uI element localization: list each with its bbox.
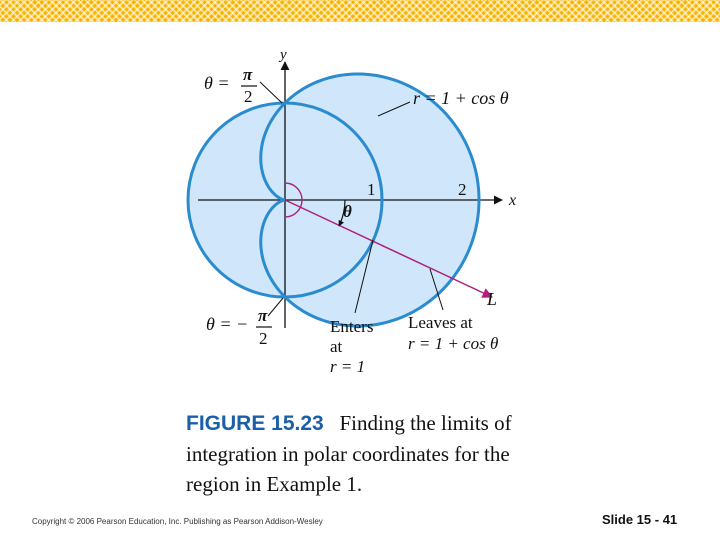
x-axis-label: x — [509, 192, 517, 209]
y-axis-label: y — [280, 47, 287, 63]
figure-caption — [186, 408, 566, 499]
theta-bottom-numerator: π — [258, 306, 268, 325]
cardioid-equation-label: r = 1 + cos θ — [413, 88, 509, 108]
theta-bottom-denominator: 2 — [259, 329, 268, 348]
theta-bottom-lhs: θ = − — [206, 314, 249, 334]
caption-text: Finding the limits of integration in polar coordinates for the region in Example 1. — [186, 411, 512, 496]
copyright-notice: Copyright © 2006 Pearson Education, Inc. Publishing as Pearson Addison-Wesley — [32, 517, 323, 526]
enters-label-line-3: r = 1 — [330, 357, 366, 376]
slide-number: Slide 15 - 41 — [602, 512, 678, 527]
theta-top-numerator: π — [243, 65, 253, 84]
theta-bottom-leader — [268, 298, 283, 316]
tick-label-2: 2 — [458, 180, 467, 199]
leaves-label-line-1: Leaves at — [408, 313, 473, 332]
theta-top-leader — [260, 82, 282, 103]
tick-label-1: 1 — [367, 180, 376, 199]
theta-top-lhs: θ = — [204, 73, 230, 93]
enters-label-line-2: at — [330, 337, 343, 356]
theta-top-denominator: 2 — [244, 87, 253, 106]
theta-angle-label: θ — [343, 202, 352, 221]
leaves-label-line-2: r = 1 + cos θ — [408, 334, 499, 353]
enters-label-line-1: Enters — [330, 317, 374, 336]
figure-number: FIGURE 15.23 — [186, 412, 324, 435]
ray-l-label: L — [487, 289, 498, 309]
